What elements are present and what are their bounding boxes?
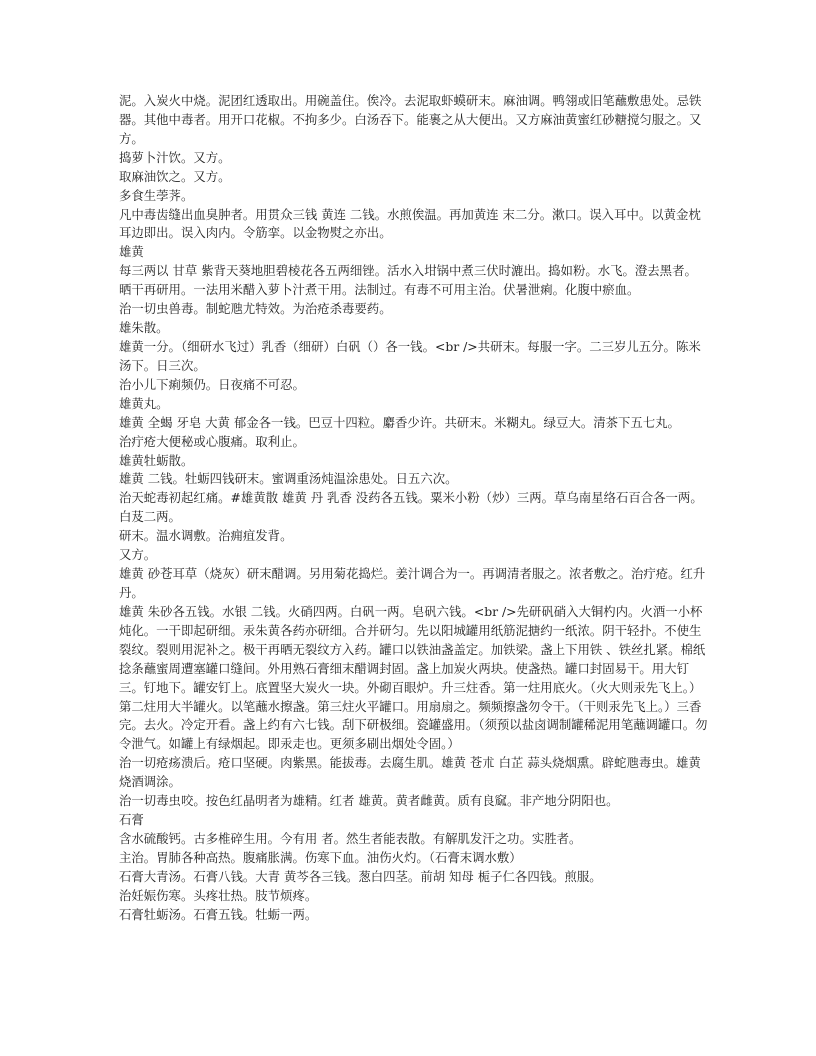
text-line: 雄黄 砂苍耳草（烧灰）研末醋调。另用菊花捣烂。姜汁调合为一。再调清者服之。浓者敷之。治疔疮。红升丹。 (119, 566, 706, 600)
text-line: 治妊娠伤寒。头疼壮热。肢节烦疼。 (119, 887, 318, 903)
text-line: 取麻油饮之。又方。 (119, 168, 231, 184)
text-line: 治天蛇毒初起红痛。#雄黄散 雄黄 丹 乳香 没药各五钱。粟米小粉（炒）三两。草乌南星络石百合各一两。白芨二两。 (119, 490, 703, 525)
formula-title: 雄朱散。 (119, 320, 169, 336)
formula-title: 雄黄丸。 (119, 395, 169, 411)
text-line: 凡中毒齿缝出血臭肿者。用贯众三钱 黄连 二钱。水煎俟温。再加黄连 末二分。漱口。误入耳中。以黄金枕耳边即出。误入肉内。令筋挛。以金物熨之亦出。 (119, 206, 701, 241)
text-line: 泥。入炭火中烧。泥团红透取出。用碗盖住。俟冷。去泥取虾蟆研末。麻油调。鸭翎或旧笔蘸敷患处。忌铁器。其他中毒者。用开口花椒。不拘多少。白汤吞下。能裹之从大便出。又方麻油黄蜜红砂糖搅匀服之。又方。 (119, 93, 702, 146)
text-line: 石膏大青汤。石膏八钱。大青 黄芩各三钱。葱白四茎。前胡 知母 栀子仁各四钱。煎服。 (119, 868, 602, 884)
text-line: 治疔疮大便秘或心腹痛。取利止。 (119, 433, 305, 449)
text-line: 治小儿下痢频仍。日夜痛不可忍。 (119, 376, 305, 392)
text-line: 研末。温水调敷。治痈疽发背。 (119, 528, 293, 544)
text-line: 雄黄 朱砂各五钱。水银 二钱。火硝四两。白矾一两。皂矾六钱。<br />先研矾硝入大铜杓内。火酒一小杯炖化。一干即起研细。汞朱黄各药亦研细。合并研匀。先以阳城罐用纸筋泥搪约一纸浓。阴干轻扑。不使生裂纹。裂则用泥补之。极干再晒无裂纹方入药。罐口以铁油盏盖定。加铁梁。盏上下用铁 、铁丝扎紧。棉纸捻条蘸蜜周遭塞罐口缝间。外用熟石膏细末醋调封固。盏上加炭火两块。使盏热。罐口封固易干。用大钉三。钉地下。罐安钉上。底置坚大炭火一块。外砌百眼炉。升三炷香。第一炷用底火。（火大则汞先飞上。）第二炷用大半罐火。以笔蘸水擦盏。第三炷火平罐口。用扇扇之。频频擦盏勿令干。（干则汞先飞上。）三香完。去火。冷定开看。盏上约有六七钱。刮下研极细。瓷罐盛用。（须预以盐卤调制罐稀泥用笔蘸调罐口。勿令泄气。如罐上有绿烟起。即汞走也。更须多刷出烟处令固。） (119, 603, 708, 752)
section-heading: 雄黄 (119, 244, 144, 260)
text-line: 每三两以 甘草 紫背天葵地胆碧棱花各五两细锉。活水入坩锅中煮三伏时漉出。捣如粉。水飞。澄去黑者。晒干再研用。一法用米醋入萝卜汁煮干用。法制过。有毒不可用主治。伏暑泄痢。化腹中瘀血。 (119, 263, 697, 298)
text-line: 治一切毒虫咬。按色红晶明者为雄精。红者 雄黄。黄者雌黄。质有良窳。非产地分阴阳也。 (119, 793, 619, 809)
text-line: 雄黄一分。（细研水飞过）乳香（细研）白矾（）各一钱。<br />共研末。每服一字。二三岁儿五分。陈米汤下。日三次。 (119, 338, 701, 373)
formula-title: 雄黄牡蛎散。 (119, 452, 194, 468)
section-heading: 石膏 (119, 812, 144, 828)
text-line: 多食生荸荠。 (119, 187, 194, 203)
text-line: 治一切虫兽毒。制蛇虺尤特效。为治疮杀毒要药。 (119, 301, 392, 317)
text-line: 含水硫酸钙。古多椎碎生用。今有用 者。然生者能表散。有解肌发汗之功。实胜者。 (119, 830, 582, 846)
document-page (119, 92, 709, 925)
text-line: 雄黄 二钱。牡蛎四钱研末。蜜调重汤炖温涂患处。日五六次。 (119, 471, 458, 487)
text-line: 主治。胃肺各种高热。腹痛胀满。伤寒下血。油伤火灼。（石膏末调水敷） (119, 849, 522, 865)
text-line: 又方。 (119, 547, 157, 563)
text-line: 石膏牡蛎汤。石膏五钱。牡蛎一两。 (119, 906, 318, 922)
text-line: 捣萝卜汁饮。又方。 (119, 149, 231, 165)
text-line: 治一切疮疡溃后。疮口坚硬。肉紫黑。能拔毒。去腐生肌。雄黄 苍朮 白芷 蒜头烧烟熏。辟蛇虺毒虫。雄黄 烧酒调涂。 (119, 755, 701, 790)
text-line: 雄黄 全蝎 牙皂 大黄 郁金各一钱。巴豆十四粒。麝香少许。共研末。米糊丸。绿豆大。清茶下五七丸。 (119, 414, 680, 430)
